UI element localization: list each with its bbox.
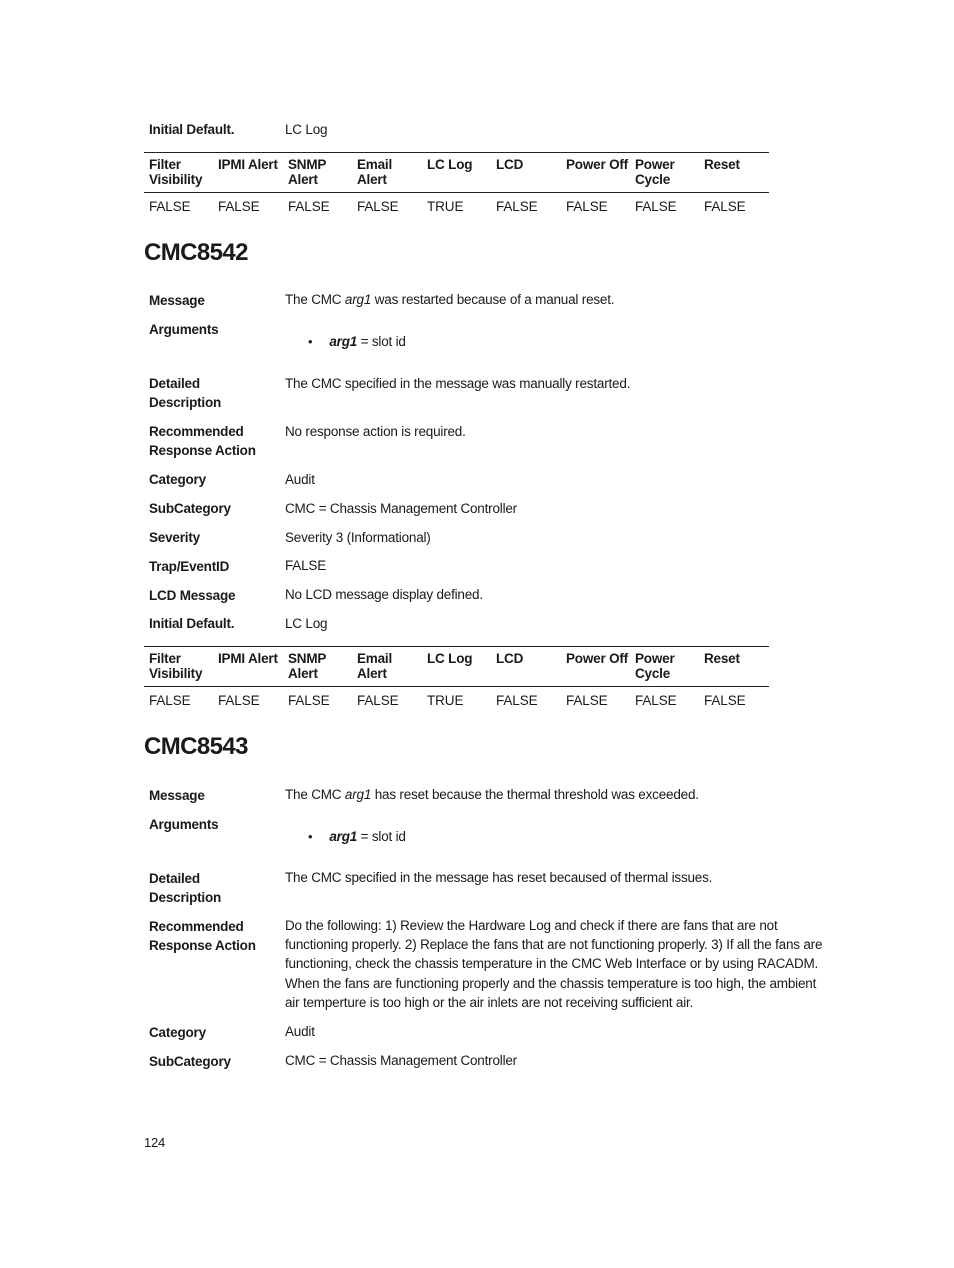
table-cell: FALSE [288,199,330,214]
message-text: was restarted because of a manual reset. [371,292,615,307]
subcategory-label: SubCategory [149,1054,231,1069]
detailed-description-label: Detailed Description [149,376,222,410]
arguments-label: Arguments [149,817,219,832]
section-heading-cmc8542: CMC8542 [144,239,248,266]
message-label: Message [149,788,205,803]
message-value [285,290,614,309]
table-header-cell: Power Off [566,157,628,172]
arguments-label: Arguments [149,322,219,337]
severity-value: Severity 3 (Informational) [285,530,431,545]
table-cell: FALSE [149,693,191,708]
detailed-description-value: The CMC specified in the message was manually restarted. [285,376,631,391]
lcd-message-value: No LCD message display defined. [285,587,483,602]
argument-list-item [308,827,406,846]
table-cell: FALSE [635,693,677,708]
table-header-rule [144,686,769,687]
subcategory-value: CMC = Chassis Management Controller [285,1053,517,1068]
table-header-cell: LC Log [427,157,473,172]
table-header-cell: LCD [496,651,524,666]
table-header-cell: Power Cycle [635,157,675,187]
subcategory-value: CMC = Chassis Management Controller [285,501,517,516]
recommended-action-value: No response action is required. [285,424,466,439]
table-header-cell: Filter Visibility [149,651,203,681]
argument-list-item [308,332,406,351]
argument-desc: = slot id [357,334,406,349]
initial-default-label: Initial Default. [149,616,235,631]
category-label: Category [149,1025,206,1040]
table-header-cell: Email Alert [357,651,393,681]
table-header-cell: Reset [704,651,740,666]
argument-name: arg1 [329,829,358,844]
table-cell: TRUE [427,199,464,214]
table-header-cell: SNMP Alert [288,651,326,681]
recommended-action-line: functioning, check the chassis temperature in the CMC Web Interface or by using RACADM. [285,956,819,972]
recommended-action-label: Recommended Response Action [149,919,256,953]
message-label: Message [149,293,205,308]
detailed-description-label: Detailed Description [149,871,222,905]
recommended-action-line: When the fans are functioning properly and the chassis temperature is too high, the ambient [285,975,817,991]
initial-default-label: Initial Default. [149,122,235,137]
message-text: has reset because the thermal threshold was exceeded. [371,787,699,802]
detailed-description-value: The CMC specified in the message has reset becaused of thermal issues. [285,870,713,885]
initial-default-value: LC Log [285,616,328,631]
table-top-rule [144,646,769,647]
trap-eventid-value: FALSE [285,558,327,573]
table-cell: FALSE [496,199,538,214]
bullet: • [308,829,313,844]
table-header-cell: IPMI Alert [218,651,278,666]
recommended-action-label: Recommended Response Action [149,424,256,458]
subcategory-label: SubCategory [149,501,231,516]
table-header-cell: Power Cycle [635,651,675,681]
table-cell: FALSE [566,693,608,708]
table-cell: FALSE [496,693,538,708]
recommended-action-line: Do the following: 1) Review the Hardware Log and check if there are fans that are not [285,918,778,933]
message-text: The CMC [285,292,345,307]
table-cell: FALSE [288,693,330,708]
initial-default-value: LC Log [285,122,328,137]
severity-label: Severity [149,530,200,545]
table-cell: FALSE [704,199,746,214]
message-arg: arg1 [344,292,372,307]
argument-name: arg1 [329,334,358,349]
category-value: Audit [285,472,315,487]
table-header-cell: Power Off [566,651,628,666]
table-cell: FALSE [357,199,399,214]
category-value: Audit [285,1024,315,1039]
table-header-cell: Filter Visibility [149,157,203,187]
recommended-action-line: functioning properly. 2) Replace the fans that are not functioning properly. 3) If all the fans are [285,937,823,953]
trap-eventid-label: Trap/EventID [149,559,230,574]
message-text: The CMC [285,787,345,802]
table-cell: FALSE [635,199,677,214]
table-cell: FALSE [704,693,746,708]
table-cell: TRUE [427,693,464,708]
table-cell: FALSE [149,199,191,214]
table-header-cell: LCD [496,157,524,172]
table-cell: FALSE [218,199,260,214]
recommended-action-line: air temperture is too high or the air inlets are not receiving sufficient air. [285,994,694,1010]
argument-desc: = slot id [357,829,406,844]
table-header-cell: IPMI Alert [218,157,278,172]
table-cell: FALSE [218,693,260,708]
recommended-action-value [285,916,830,1012]
message-value [285,785,699,804]
page-number: 124 [144,1135,166,1150]
message-arg: arg1 [344,787,372,802]
bullet: • [308,334,313,349]
table-header-cell: Reset [704,157,740,172]
section-heading-cmc8543: CMC8543 [144,733,248,760]
table-top-rule [144,152,769,153]
table-header-rule [144,192,769,193]
table-header-cell: LC Log [427,651,473,666]
table-cell: FALSE [566,199,608,214]
table-header-cell: Email Alert [357,157,393,187]
table-cell: FALSE [357,693,399,708]
category-label: Category [149,472,206,487]
table-header-cell: SNMP Alert [288,157,326,187]
lcd-message-label: LCD Message [149,588,236,603]
